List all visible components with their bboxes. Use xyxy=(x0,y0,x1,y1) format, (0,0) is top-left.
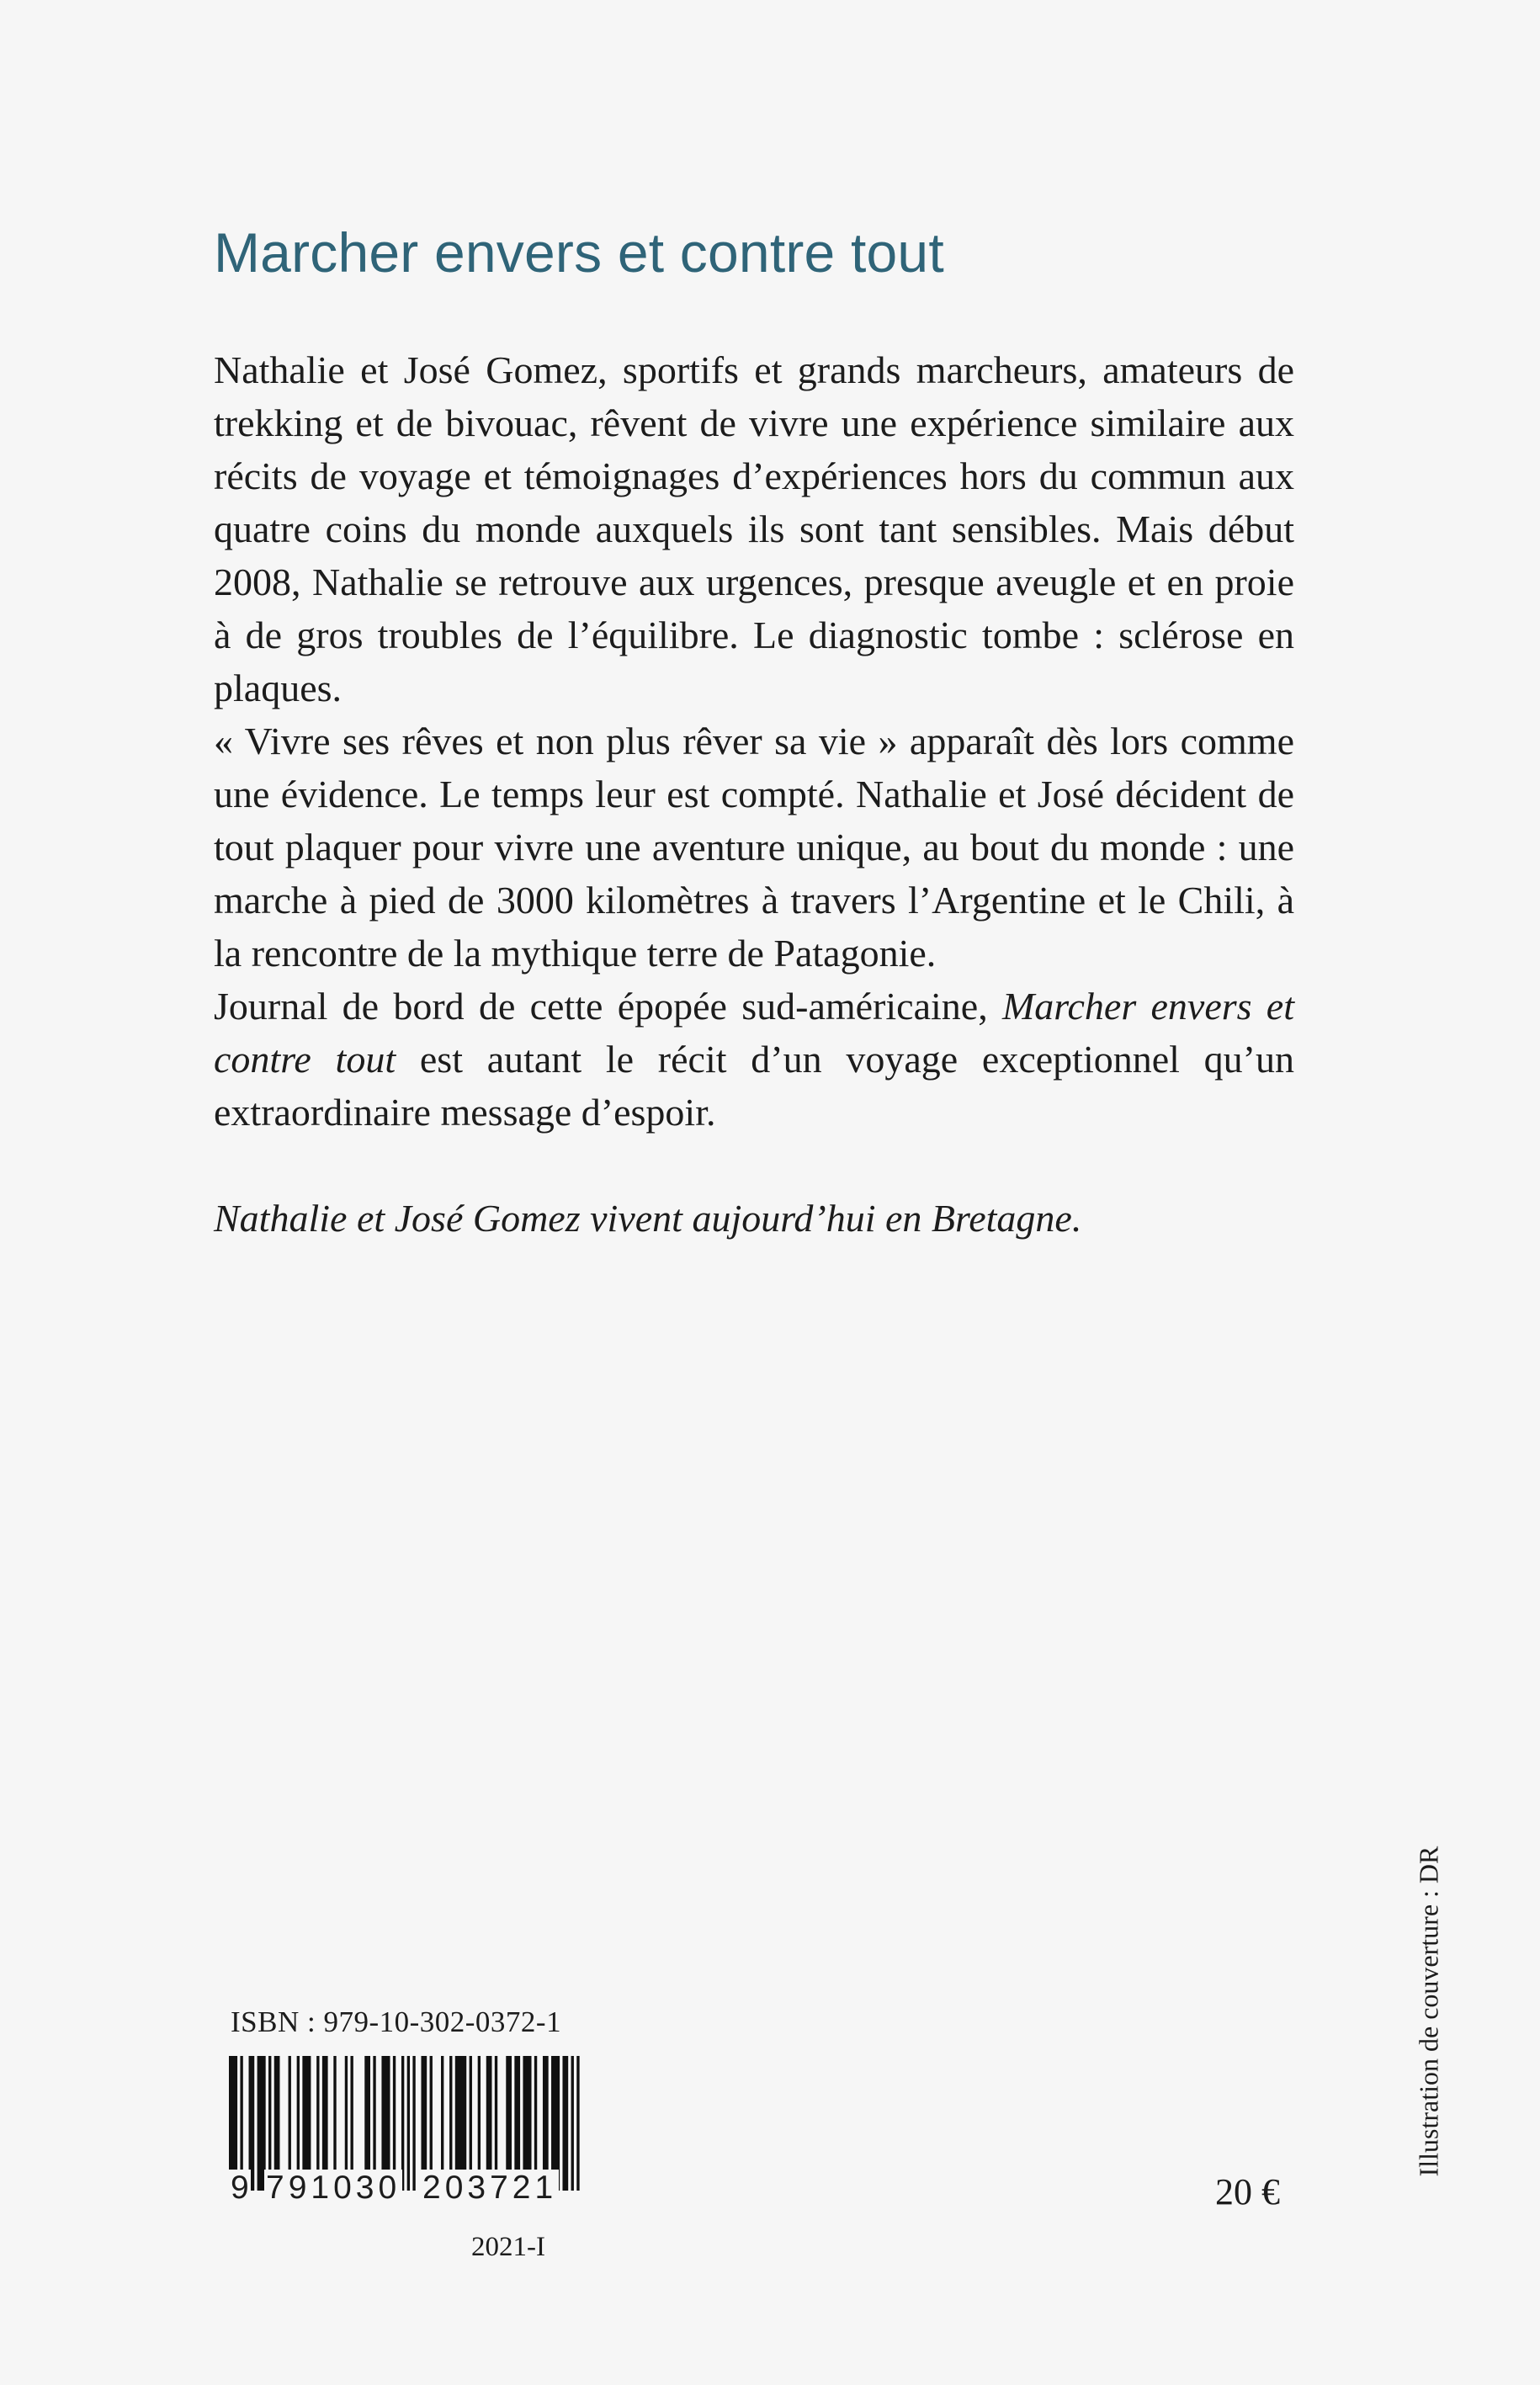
blurb-book-title: Marcher envers et contre tout xyxy=(214,985,1294,1081)
barcode-left-digits: 791030 xyxy=(266,2170,401,2206)
edition-code: 2021-I xyxy=(471,2232,545,2262)
book-title: Marcher envers et contre tout xyxy=(214,221,944,284)
price: 20 € xyxy=(1215,2171,1280,2212)
blurb-paragraph-2: « Vivre ses rêves et non plus rêver sa vie » apparaît dès lors comme une évidence. Le temps leur est compté. Nathalie et José décident de tout plaquer pour vivre une aventure unique, au bout du monde : une marche à pied de 3000 kilomètres à travers l’Argentine et le Chili, à la rencontre de la mythique terre de Patagonie. xyxy=(214,720,1294,975)
blurb-paragraph-3-end: est autant le récit d’un voyage exceptionnel qu’un extraordinaire message d’espoir. xyxy=(214,1038,1294,1134)
blurb-paragraph-3-start: Journal de bord de cette épopée sud-américaine, xyxy=(214,985,1002,1028)
barcode-lead-digit: 9 xyxy=(231,2170,249,2206)
back-cover-blurb xyxy=(214,343,1294,1139)
author-note: Nathalie et José Gomez vivent aujourd’hui en Bretagne. xyxy=(214,1197,1082,1240)
barcode-right-digits: 203721 xyxy=(422,2170,558,2206)
blurb-paragraph-1: Nathalie et José Gomez, sportifs et grands marcheurs, amateurs de trekking et de bivouac, rêvent de vivre une expérience similaire aux récits de voyage et témoignages d’expériences hors du commun aux quatre coins du monde auxquels ils sont tant sensibles. Mais début 2008, Nathalie se retrouve aux urgences, presque aveugle et en proie à de gros troubles de l’équilibre. Le diagnostic tombe : sclérose en plaques. xyxy=(214,348,1294,709)
illustration-credit: Illustration de couverture : DR xyxy=(1413,1846,1444,2177)
blurb-paragraph-3 xyxy=(214,980,1294,1139)
barcode-digits xyxy=(229,2170,582,2208)
isbn-label: ISBN : 979-10-302-0372-1 xyxy=(231,2005,562,2038)
